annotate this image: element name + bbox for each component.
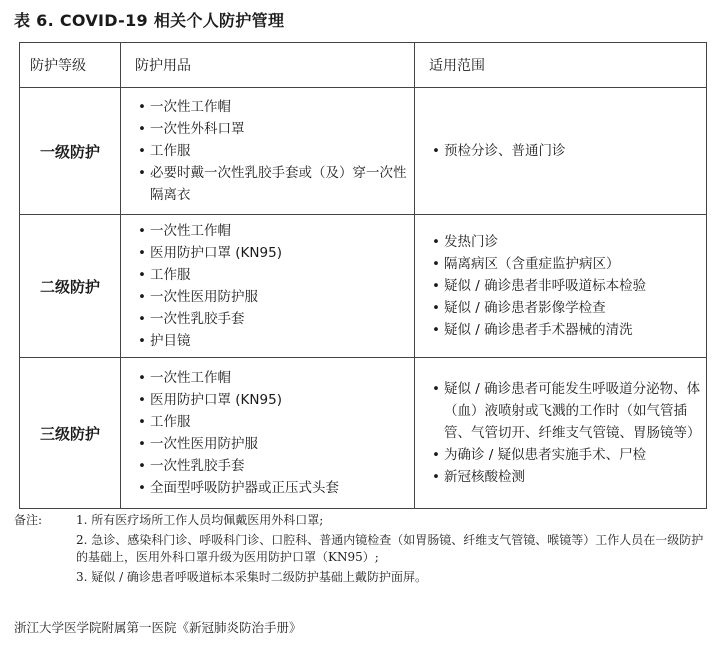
list-item: • 预检分诊、普通门诊 (430, 140, 705, 162)
level-cell: 三级防护 (20, 358, 121, 509)
list-item: • 疑似 / 确诊患者可能发生呼吸道分泌物、体（血）液喷射或飞溅的工作时（如气管插管、气管切开、纤维支气管镜、胃肠镜等） (430, 378, 705, 444)
list-item: • 新冠核酸检测 (430, 466, 705, 488)
list-item: • 隔离病区（含重症监护病区） (430, 253, 705, 275)
list-item: • 工作服 (136, 411, 413, 433)
list-item: • 工作服 (136, 140, 413, 162)
header-level: 防护等级 (20, 43, 121, 88)
header-equipment: 防护用品 (121, 43, 415, 88)
list-item: • 医用防护口罩 (KN95) (136, 242, 413, 264)
list-item: • 一次性医用防护服 (136, 433, 413, 455)
equipment-cell (121, 358, 415, 509)
list-item: • 一次性乳胶手套 (136, 455, 413, 477)
table-header-row (20, 43, 707, 88)
level-cell: 一级防护 (20, 88, 121, 215)
list-item: • 一次性工作帽 (136, 96, 413, 118)
table-row (20, 88, 707, 215)
list-item: • 工作服 (136, 264, 413, 286)
list-item: • 护目镜 (136, 330, 413, 352)
scope-cell (415, 88, 707, 215)
list-item: • 一次性医用防护服 (136, 286, 413, 308)
equipment-cell (121, 215, 415, 358)
list-item: • 一次性工作帽 (136, 367, 413, 389)
note-item: 1. 所有医疗场所工作人员均佩戴医用外科口罩; (76, 513, 324, 527)
header-scope: 适用范围 (415, 43, 707, 88)
notes-section (14, 512, 714, 589)
note-item: 3. 疑似 / 确诊患者呼吸道标本采集时二级防护基础上戴防护面屏。 (76, 570, 427, 584)
source-credit: 浙江大学医学院附属第一医院《新冠肺炎防治手册》 (14, 620, 302, 635)
equipment-cell (121, 88, 415, 215)
protection-table (19, 42, 707, 509)
table-row (20, 215, 707, 358)
list-item: • 疑似 / 确诊患者非呼吸道标本检验 (430, 275, 705, 297)
list-item: • 必要时戴一次性乳胶手套或（及）穿一次性隔离衣 (136, 162, 413, 206)
scope-cell (415, 358, 707, 509)
scope-cell (415, 215, 707, 358)
level-cell: 二级防护 (20, 215, 121, 358)
list-item: • 全面型呼吸防护器或正压式头套 (136, 477, 413, 499)
list-item: • 医用防护口罩 (KN95) (136, 389, 413, 411)
list-item: • 疑似 / 确诊患者手术器械的清洗 (430, 319, 705, 341)
list-item: • 一次性乳胶手套 (136, 308, 413, 330)
list-item: • 为确诊 / 疑似患者实施手术、尸检 (430, 444, 705, 466)
list-item: • 疑似 / 确诊患者影像学检查 (430, 297, 705, 319)
table-title: 表 6. COVID-19 相关个人防护管理 (14, 11, 285, 30)
note-item: 2. 急诊、感染科门诊、呼吸科门诊、口腔科、普通内镜检查（如胃肠镜、纤维支气管镜、喉镜等）工作人员在一级防护的基础上，医用外科口罩升级为医用防护口罩（KN95）; (76, 533, 704, 564)
notes-label: 备注: (14, 513, 43, 527)
list-item: • 一次性外科口罩 (136, 118, 413, 140)
list-item: • 发热门诊 (430, 231, 705, 253)
table-row (20, 358, 707, 509)
list-item: • 一次性工作帽 (136, 220, 413, 242)
